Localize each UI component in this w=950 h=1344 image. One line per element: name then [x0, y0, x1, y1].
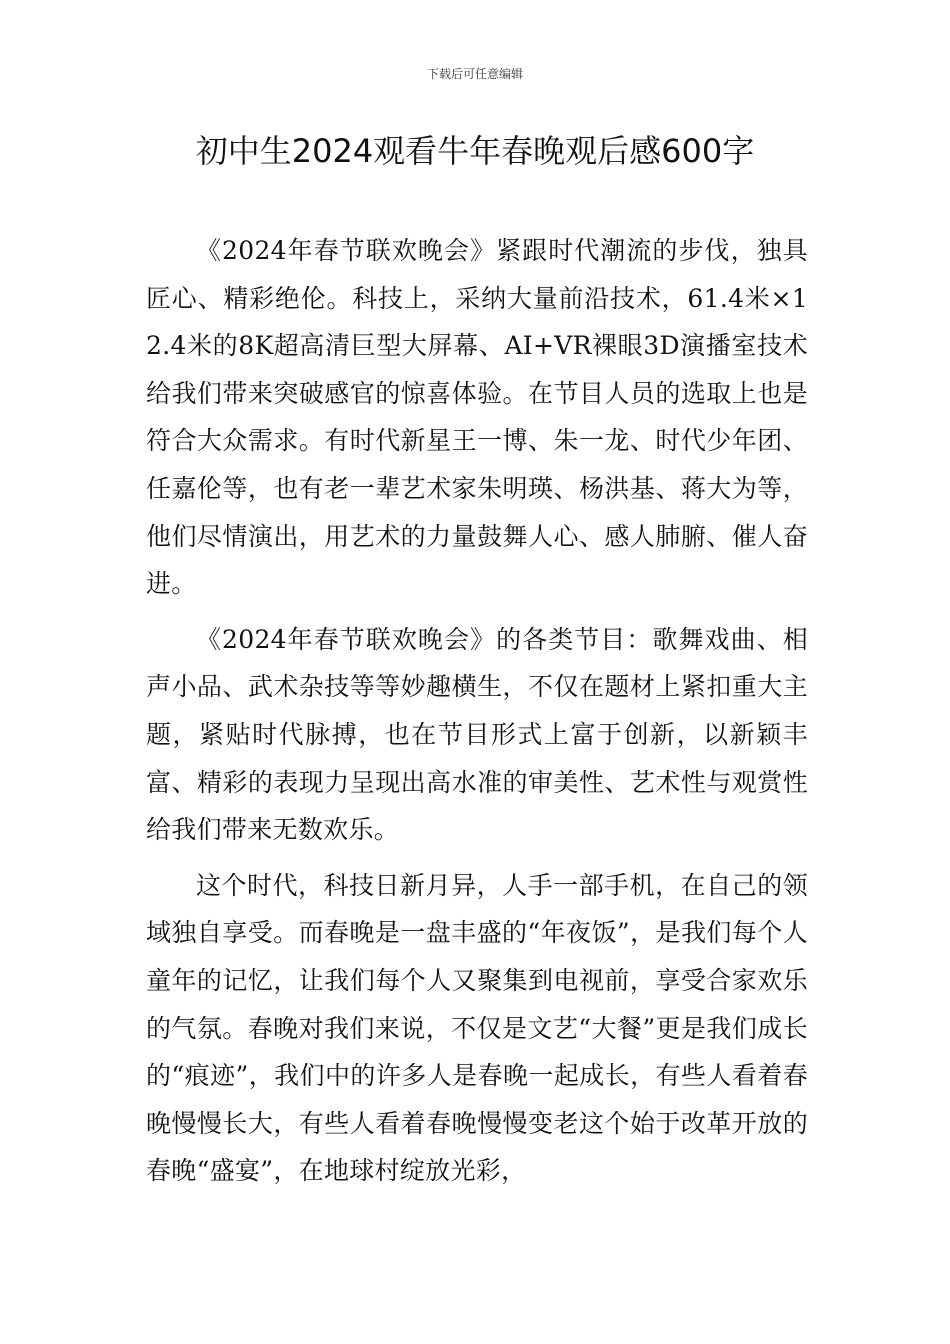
paragraph-3: 这个时代，科技日新月异，人手一部手机，在自己的领域独自享受。而春晚是一盘丰盛的“年夜饭”，是我们每个人童年的记忆，让我们每个人又聚集到电视前，享受合家欢乐的气氛。春晚对我们来说，不仅是文艺“大餐”更是我们成长的“痕迹”，我们中的许多人是春晚一起成长，有些人看着春晚慢慢长大，有些人看着春晚慢慢变老这个始于改革开放的春晚“盛宴”，在地球村绽放光彩， [146, 870, 808, 1186]
document-body [146, 227, 808, 1203]
paragraph-2: 《2024年春节联欢晚会》的各类节目：歌舞戏曲、相声小品、武术杂技等等妙趣横生，不仅在题材上紧扣重大主题，紧贴时代脉搏，也在节目形式上富于创新，以新颖丰富、精彩的表现力呈现出高水准的审美性、艺术性与观赏性给我们带来无数欢乐。 [146, 624, 808, 845]
paragraph-1: 《2024年春节联欢晚会》紧跟时代潮流的步伐，独具匠心、精彩绝伦。科技上，采纳大量前沿技术，61.4米×12.4米的8K超高清巨型大屏幕、AI+VR裸眼3D演播室技术给我们带来突破感官的惊喜体验。在节目人员的选取上也是符合大众需求。有时代新星王一博、朱一龙、时代少年团、任嘉伦等，也有老一辈艺术家朱明瑛、杨洪基、蒋大为等，他们尽情演出，用艺术的力量鼓舞人心、感人肺腑、催人奋进。 [146, 236, 808, 599]
header-note: 下载后可任意编辑 [426, 67, 523, 81]
document-title: 初中生2024观看牛年春晚观后感600字 [195, 132, 755, 170]
